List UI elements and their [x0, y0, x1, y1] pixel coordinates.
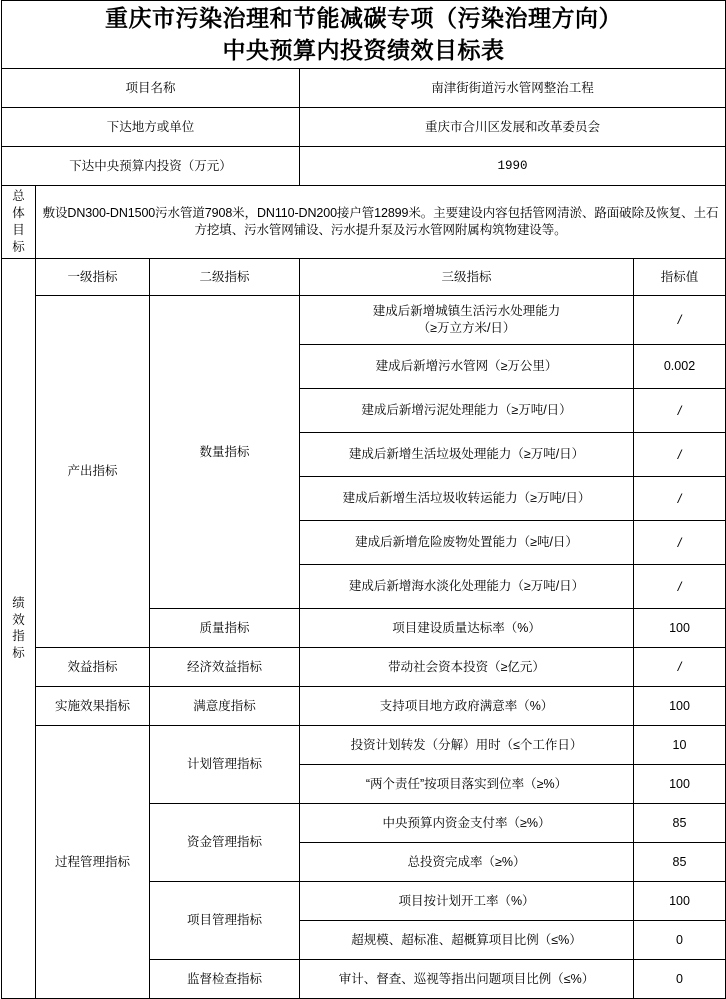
indicator-value: 0: [634, 959, 726, 998]
level2-quality-indicator: 质量指标: [150, 608, 300, 647]
level3-indicator-name: 建成后新增污泥处理能力（≥万吨/日）: [300, 388, 634, 432]
indicator-value: 85: [634, 803, 726, 842]
level3-indicator-name: 审计、督查、巡视等指出问题项目比例（≤%）: [300, 959, 634, 998]
side-char: 指: [12, 629, 25, 644]
info-value-central-budget-investment: 1990: [300, 147, 726, 186]
indicator-value: /: [634, 432, 726, 476]
level3-indicator-name: 建成后新增生活垃圾处理能力（≥万吨/日）: [300, 432, 634, 476]
level3-indicator-name: 建成后新增生活垃圾收转运能力（≥万吨/日）: [300, 476, 634, 520]
level3-indicator-name: 项目建设质量达标率（%）: [300, 608, 634, 647]
info-row-issuing-unit: [2, 108, 726, 147]
side-char: 标: [12, 240, 25, 255]
side-char: 效: [12, 612, 25, 627]
overall-goal-side-label-text: [5, 188, 32, 256]
level3-indicator-name: [300, 295, 634, 344]
indicator-value: 10: [634, 725, 726, 764]
side-char: 标: [12, 646, 25, 661]
title-line-1: 重庆市污染治理和节能减碳专项（污染治理方向）: [105, 6, 622, 31]
level2-supervision-inspection-indicator: 监督检查指标: [150, 959, 300, 998]
level3-indicator-name: 建成后新增海水淡化处理能力（≥万吨/日）: [300, 564, 634, 608]
indicator-value: 0: [634, 920, 726, 959]
info-value-project-name: 南津街街道污水管网整治工程: [300, 69, 726, 108]
level1-implementation-effect-indicator: 实施效果指标: [36, 686, 150, 725]
info-label-issuing-unit: 下达地方或单位: [2, 108, 300, 147]
column-header-level1: 一级指标: [36, 258, 150, 295]
indicator-value: /: [634, 647, 726, 686]
level3-indicator-name: 带动社会资本投资（≥亿元）: [300, 647, 634, 686]
indicator-value: 100: [634, 686, 726, 725]
level3-indicator-name: 投资计划转发（分解）用时（≤个工作日）: [300, 725, 634, 764]
side-char: 目: [12, 223, 25, 238]
column-header-level2: 二级指标: [150, 258, 300, 295]
level3-indicator-name: 超规模、超标准、超概算项目比例（≤%）: [300, 920, 634, 959]
side-char: 绩: [12, 595, 25, 610]
page-title: [2, 1, 726, 69]
level3-indicator-name: 建成后新增危险废物处置能力（≥吨/日）: [300, 520, 634, 564]
level1-output-indicator: 产出指标: [36, 295, 150, 647]
level1-process-management-indicator: 过程管理指标: [36, 725, 150, 998]
level2-quantity-indicator: 数量指标: [150, 295, 300, 608]
level2-project-management-indicator: 项目管理指标: [150, 881, 300, 959]
level3-indicator-name: “两个责任”按项目落实到位率（≥%）: [300, 764, 634, 803]
indicator-value: 0.002: [634, 344, 726, 388]
performance-side-label: [2, 258, 36, 998]
level3-indicator-name: 建成后新增污水管网（≥万公里）: [300, 344, 634, 388]
level2-fund-management-indicator: 资金管理指标: [150, 803, 300, 881]
indicator-value: /: [634, 388, 726, 432]
info-row-project-name: [2, 69, 726, 108]
level3-line: 建成后新增城镇生活污水处理能力: [372, 304, 561, 319]
level3-indicator-name: 中央预算内资金支付率（≥%）: [300, 803, 634, 842]
indicator-value: /: [634, 295, 726, 344]
title-line-2: 中央预算内投资绩效目标表: [222, 37, 505, 63]
table-row: [2, 647, 726, 686]
level3-indicator-name: 项目按计划开工率（%）: [300, 881, 634, 920]
table-row: [2, 725, 726, 764]
overall-goal-row: [2, 186, 726, 259]
level1-benefit-indicator: 效益指标: [36, 647, 150, 686]
table-body: [2, 1, 726, 999]
info-label-central-budget-investment: 下达中央预算内投资（万元）: [2, 147, 300, 186]
level3-indicator-name: 支持项目地方政府满意率（%）: [300, 686, 634, 725]
level2-plan-management-indicator: 计划管理指标: [150, 725, 300, 803]
table-row: [2, 295, 726, 344]
title-row: [2, 1, 726, 69]
overall-goal-side-label: [2, 186, 36, 259]
column-header-level3: 三级指标: [300, 258, 634, 295]
indicator-value: 100: [634, 881, 726, 920]
column-header-value: 指标值: [634, 258, 726, 295]
level3-indicator-name: 总投资完成率（≥%）: [300, 842, 634, 881]
level2-economic-benefit-indicator: 经济效益指标: [150, 647, 300, 686]
overall-goal-text: 敷设DN300-DN1500污水管道7908米，DN110-DN200接户管12899米。主要建设内容包括管网清淤、路面破除及恢复、土石方挖填、污水管网铺设、污水提升泵及污水管网附属构筑物建设等。: [36, 186, 726, 259]
info-value-issuing-unit: 重庆市合川区发展和改革委员会: [300, 108, 726, 147]
indicator-value: /: [634, 564, 726, 608]
table-row: [2, 686, 726, 725]
indicator-value: 85: [634, 842, 726, 881]
info-row-central-budget-investment: [2, 147, 726, 186]
indicator-value: 100: [634, 608, 726, 647]
performance-goal-table: [1, 0, 726, 999]
info-label-project-name: 项目名称: [2, 69, 300, 108]
level3-line: （≥万立方米/日）: [417, 320, 516, 335]
indicator-value: 100: [634, 764, 726, 803]
indicator-value: /: [634, 520, 726, 564]
side-char: 总: [12, 189, 25, 204]
indicator-value: /: [634, 476, 726, 520]
performance-header-row: [2, 258, 726, 295]
performance-side-label-text: [5, 595, 32, 663]
side-char: 体: [12, 206, 25, 221]
level2-satisfaction-indicator: 满意度指标: [150, 686, 300, 725]
